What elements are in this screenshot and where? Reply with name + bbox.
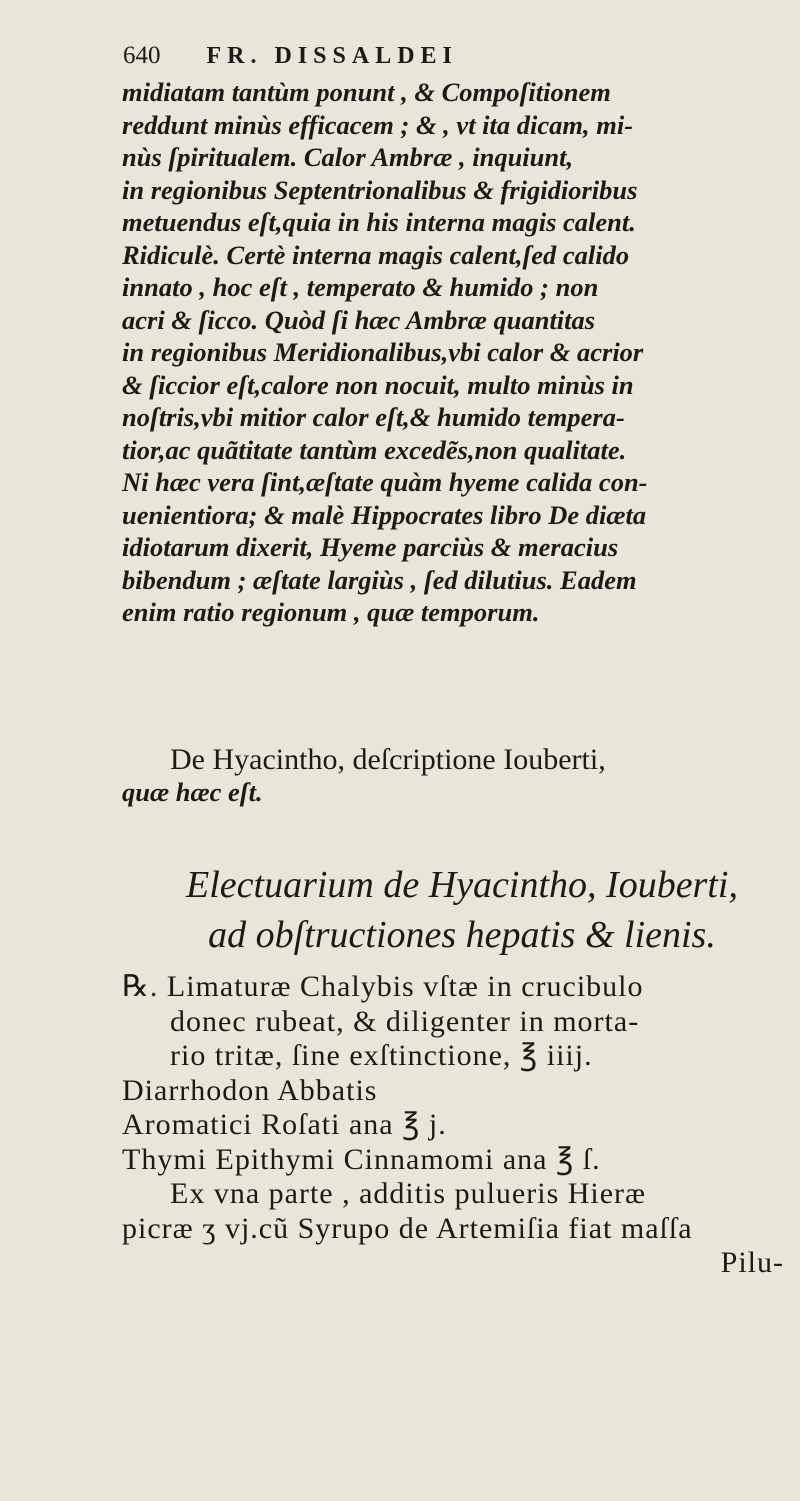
catchword: Pilu- xyxy=(720,1246,784,1279)
text-line: midiatam tantùm ponunt , & Compoſitionem xyxy=(122,77,611,107)
page-number: 640 xyxy=(123,42,161,69)
text-line: & ſiccior eſt,calore non nocuit, multo minùs in xyxy=(122,369,634,400)
running-title: FR. DISSALDEI xyxy=(206,43,458,69)
page-header xyxy=(123,42,643,70)
recipe-line: donec rubeat, & diligenter in morta- xyxy=(170,1004,640,1038)
recipe-line: Diarrhodon Abbatis xyxy=(122,1073,378,1107)
recipe-line: picræ ʒ vj.cũ Syrupo de Artemiſia fiat maſſa xyxy=(122,1211,693,1245)
text-line: reddunt minùs efficacem ; & , vt ita dicam, mi- xyxy=(122,109,634,140)
recipe-body xyxy=(122,970,800,1281)
text-line: acri & ſicco. Quòd ſi hæc Ambræ quantitas xyxy=(122,304,596,335)
recipe-line: Thymi Epithymi Cinnamomi ana ℥ ſ. xyxy=(122,1142,601,1176)
paragraph-hyacintho-intro: De Hyacintho, deſcriptione Iouberti, xyxy=(170,743,606,776)
text-line: in regionibus Septentrionalibus & frigidioribus xyxy=(122,174,638,205)
text-line: bibendum ; æſtate largiùs , ſed dilutius. Eadem xyxy=(122,564,637,595)
recipe-line: ℞. Limaturæ Chalybis vſtæ in crucibulo xyxy=(122,970,644,1003)
recipe-title xyxy=(122,860,800,960)
text-line: innato , hoc eſt , temperato & humido ; non xyxy=(122,272,599,302)
text-line: uenientiora; & malè Hippocrates libro De diæta xyxy=(122,499,647,530)
text-line: in regionibus Meridionalibus,vbi calor & acrior xyxy=(122,337,644,367)
paragraph-hyacintho-intro-cont: quæ hæc eſt. xyxy=(122,777,263,807)
recipe-line: Ex vna parte , additis pulueris Hieræ xyxy=(170,1177,647,1210)
text-line: Ni hæc vera ſint,æſtate quàm hyeme calida con- xyxy=(122,467,648,497)
title-line: ad obſtructiones hepatis & lienis. xyxy=(208,914,716,956)
recipe-line: rio tritæ, ſine exſtinctione, ℥ iiij. xyxy=(170,1039,593,1072)
recipe-line: Aromatici Roſati ana ℥ j. xyxy=(122,1108,447,1141)
text-line: metuendus eſt,quia in his interna magis calent. xyxy=(122,207,636,237)
paragraph-ambra xyxy=(122,76,800,629)
text-line: nùs ſpiritualem. Calor Ambræ , inquiunt, xyxy=(122,142,574,172)
text-line: idiotarum dixerit, Hyeme parciùs & meracius xyxy=(122,532,619,562)
text-line: Ridiculè. Certè interna magis calent,ſed calido xyxy=(122,239,630,270)
text-line: tior,ac quãtitate tantùm excedẽs,non qualitate. xyxy=(122,434,627,465)
text-line: noſtris,vbi mitior calor eſt,& humido tempera- xyxy=(122,402,625,432)
text-line: enim ratio regionum , quæ temporum. xyxy=(122,597,540,627)
title-line: Electuarium de Hyacintho, Iouberti, xyxy=(186,864,738,906)
